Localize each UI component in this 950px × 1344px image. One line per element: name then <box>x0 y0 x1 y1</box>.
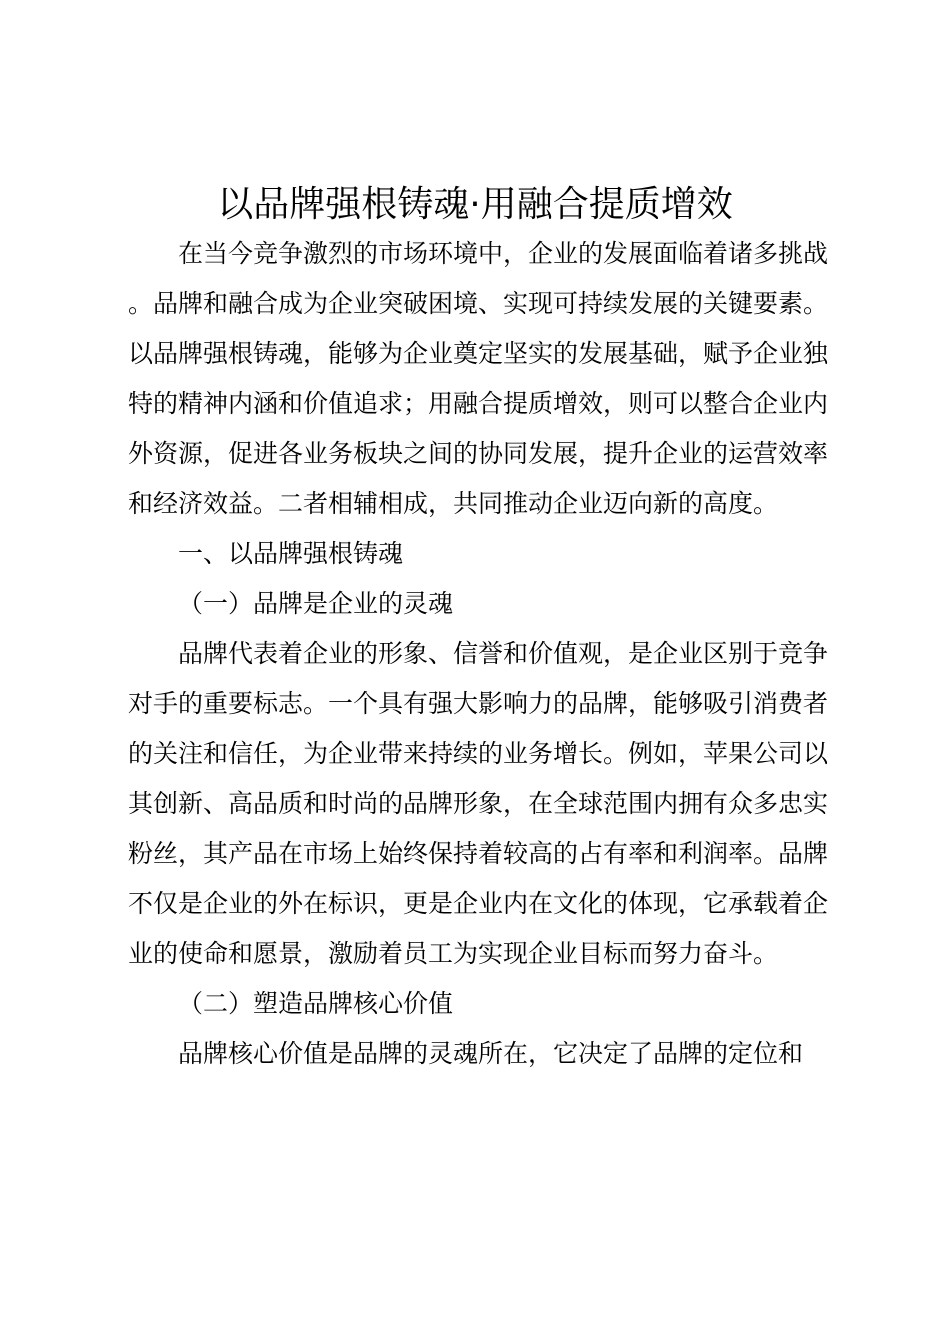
paragraph-intro: 在当今竞争激烈的市场环境中，企业的发展面临着诸多挑战。品牌和融合成为企业突破困境、实现可持续发展的关键要素。以品牌强根铸魂，能够为企业奠定坚实的发展基础，赋予企业独特的精神内涵和价值追求；用融合提质增效，则可以整合企业内外资源，促进各业务板块之间的协同发展，提升企业的运营效率和经济效益。二者相辅相成，共同推动企业迈向新的高度。 <box>128 239 829 518</box>
paragraph-core-value: 品牌核心价值是品牌的灵魂所在，它决定了品牌的定位和 <box>178 1039 804 1068</box>
document-title: 以品牌强根铸魂·用融合提质增效 <box>217 184 733 225</box>
subsection-heading-1-2: （二）塑造品牌核心价值 <box>178 989 454 1018</box>
subsection-heading-1-1: （一）品牌是企业的灵魂 <box>178 589 454 618</box>
document-body <box>128 229 828 1079</box>
paragraph-brand-soul: 品牌代表着企业的形象、信誉和价值观，是企业区别于竞争对手的重要标志。一个具有强大影响力的品牌，能够吸引消费者的关注和信任，为企业带来持续的业务增长。例如，苹果公司以其创新、高品质和时尚的品牌形象，在全球范围内拥有众多忠实粉丝，其产品在市场上始终保持着较高的占有率和利润率。品牌不仅是企业的外在标识，更是企业内在文化的体现，它承载着企业的使命和愿景，激励着员工为实现企业目标而努力奋斗。 <box>128 639 829 968</box>
section-heading-1: 一、以品牌强根铸魂 <box>178 539 404 568</box>
